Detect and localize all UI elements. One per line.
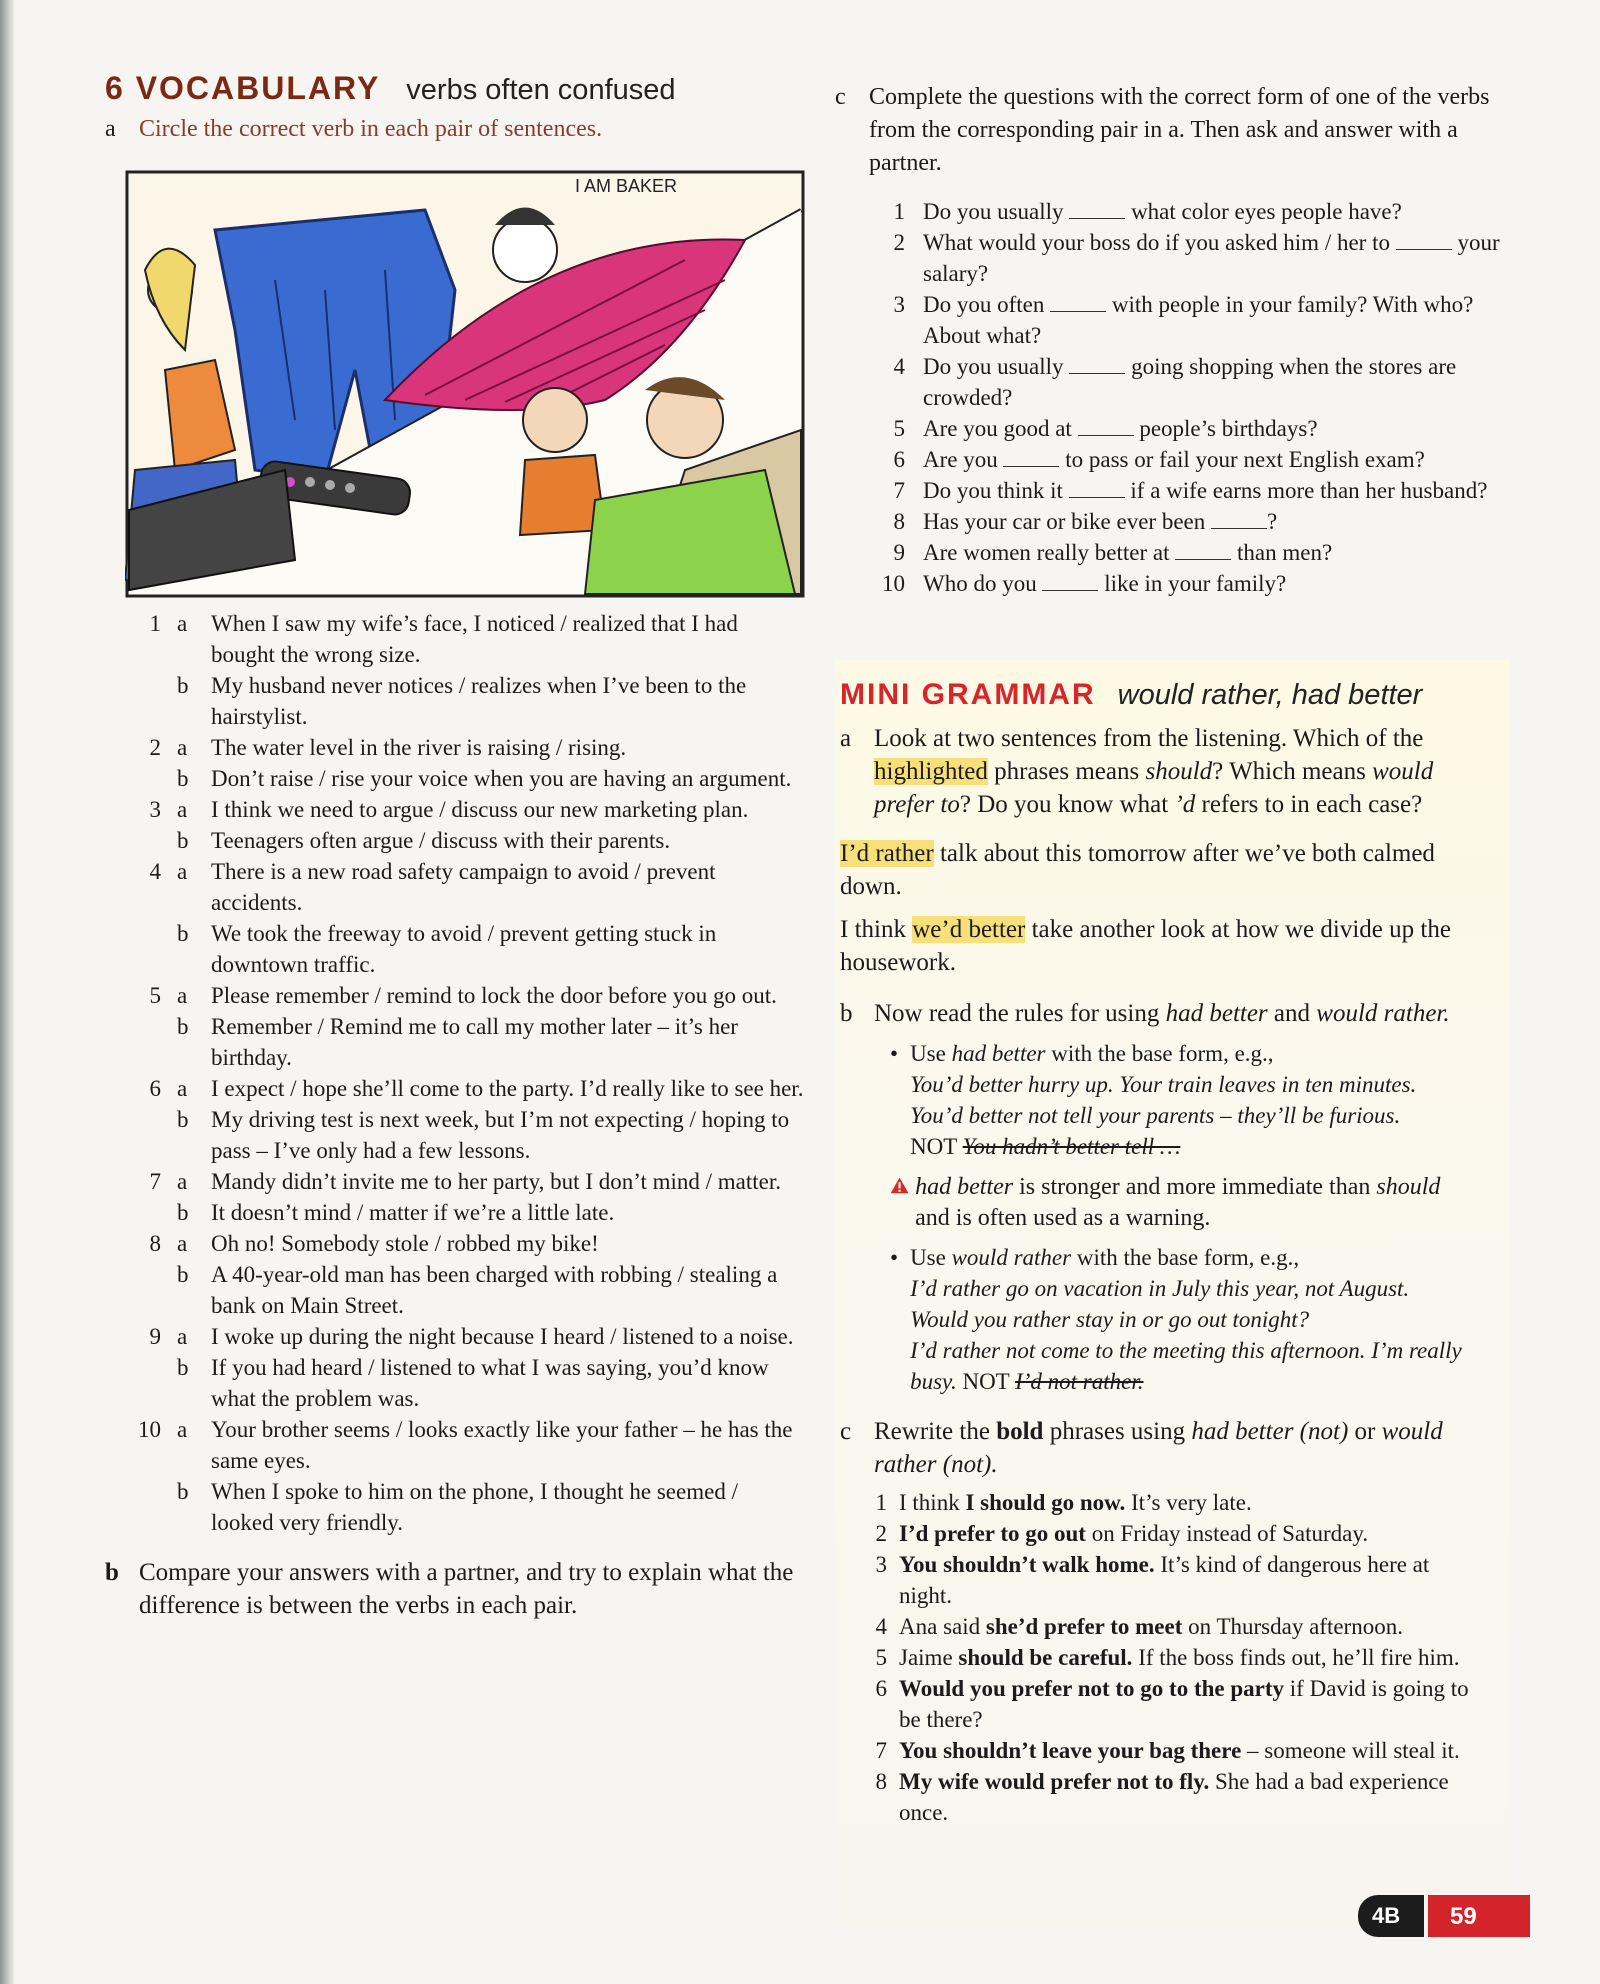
question-number: 4 [893,354,905,379]
mini-grammar-heading [840,678,1480,712]
pair-item [105,732,805,794]
answer-blank[interactable] [1211,512,1267,529]
answer-blank[interactable] [1069,357,1125,374]
highlight: highlighted [874,758,988,785]
pair-row-b: b A 40-year-old man has been charged with robbing / stealing a bank on Main Street. [105,1259,805,1321]
task-letter: b [840,1000,853,1027]
question-number: 7 [893,478,905,503]
pair-number: 7 [149,1169,161,1194]
question-text: Do you usually [923,354,1064,379]
pair-row-b: b My driving test is next week, but I’m not expecting / hoping to pass – I’ve only had a few lessons. [105,1104,805,1166]
grammar-task-c [840,1415,1480,1481]
question-text: Are women really better at [923,540,1170,565]
question-text: What would your boss do if you asked him / her to [923,230,1390,255]
pair-item [105,608,805,732]
task-letter: c [835,84,846,110]
pair-number: 1 [149,611,161,636]
pair-sentence-b: We took the freeway to avoid / prevent getting stuck in downtown traffic. [211,921,717,977]
pair-sentence-b: If you had heard / listened to what I was saying, you’d know what the problem was. [211,1355,769,1411]
mini-grammar-subtitle: would rather, had better [1117,679,1423,711]
rule-would-rather: • Use would rather with the base form, e.g., I’d rather go on vacation in July this year, not August. Would you rather stay in or go out tonight? I’d rather not come to the meeting this afternoon. I’m really busy. NOT I’d not rather. [890,1245,1462,1394]
pair-row-b: b Remember / Remind me to call my mother later – it’s her birthday. [105,1011,805,1073]
question-text: Do you usually [923,199,1064,224]
pair-row-a: 3 a I think we need to argue / discuss our new marketing plan. [105,794,805,825]
pair-sentence-a: Mandy didn’t invite me to her party, but I don’t mind / matter. [211,1169,782,1194]
question-number: 8 [893,509,905,534]
cartoon-signature: I AM BAKER [575,176,678,196]
pair-sentence-b: It doesn’t mind / matter if we’re a little late. [211,1200,615,1225]
question-number: 10 [882,571,905,596]
task-c-section [835,75,1525,599]
pair-number: 9 [149,1324,161,1349]
rewrite-item: 6 Would you prefer not to go to the party if David is going to be there? [875,1676,1469,1732]
pair-sentence-b: My husband never notices / realizes when I’ve been to the hairstylist. [211,673,747,729]
pair-sentence-b: Remember / Remind me to call my mother later – it’s her birthday. [211,1014,738,1070]
question-number: 5 [893,416,905,441]
question-number: 1 [893,199,905,224]
pair-row-a: 8 a Oh no! Somebody stole / robbed my bike! [105,1228,805,1259]
grammar-task-b [840,997,1480,1030]
pair-sentence-b: My driving test is next week, but I’m not expecting / hoping to pass – I’ve only had a few lessons. [211,1107,790,1163]
pair-row-a: 7 a Mandy didn’t invite me to her party, but I don’t mind / matter. [105,1166,805,1197]
pair-sentence-a: I expect / hope she’ll come to the party. I’d really like to see her. [211,1076,804,1101]
pair-item [105,1321,805,1414]
pair-row-b: b We took the freeway to avoid / prevent getting stuck in downtown traffic. [105,918,805,980]
task-letter: a [840,725,852,752]
question-number: 3 [893,292,905,317]
section-number: 6 VOCABULARY [105,70,381,106]
pair-row-a: 10 a Your brother seems / looks exactly like your father – he has the same eyes. [105,1414,805,1476]
page-footer [1358,1895,1530,1937]
pair-number: 10 [138,1417,161,1442]
question-number: 9 [893,540,905,565]
question-text: ? [1267,509,1278,534]
pair-item [105,1073,805,1166]
question-item [875,475,1525,506]
pair-row-a: 1 a When I saw my wife’s face, I noticed / realized that I had bought the wrong size. [105,608,805,670]
pair-row-a: 9 a I woke up during the night because I heard / listened to a noise. [105,1321,805,1352]
pair-sentence-a: There is a new road safety campaign to avoid / prevent accidents. [211,859,716,915]
task-instruction: Now read the rules for using had better and would rather. [874,1000,1450,1027]
pair-row-b: b My husband never notices / realizes when I’ve been to the hairstylist. [105,670,805,732]
task-b [105,1556,805,1622]
highlight: I’d rather [840,840,934,867]
rule-had-better: • Use had better with the base form, e.g., You’d better hurry up. Your train leaves in ten minutes. You’d better not tell your parents – they’ll be furious. NOT You hadn’t better tell … [890,1041,1417,1159]
pair-number: 4 [149,859,161,884]
rewrite-item: 2 I’d prefer to go out on Friday instead of Saturday. [875,1521,1369,1546]
question-text: to pass or fail your next English exam? [1065,447,1425,472]
pair-row-a: 5 a Please remember / remind to lock the door before you go out. [105,980,805,1011]
rewrite-item: 3 You shouldn’t walk home. It’s kind of dangerous here at night. [875,1552,1430,1608]
pair-number: 8 [149,1231,161,1256]
pair-sentence-a: I think we need to argue / discuss our new marketing plan. [211,797,749,822]
pair-row-b: b Teenagers often argue / discuss with their parents. [105,825,805,856]
answer-blank[interactable] [1069,202,1125,219]
task-c [835,81,1525,180]
question-text: Do you think it [923,478,1063,503]
question-text: than men? [1237,540,1333,565]
question-text: with people in your family? With who? About what? [923,292,1474,348]
pair-sentence-b: When I spoke to him on the phone, I thought he seemed / looked very friendly. [211,1479,738,1535]
question-item [875,537,1525,568]
pair-item [105,1228,805,1321]
task-letter: a [105,116,116,142]
pair-sentence-b: Don’t raise / rise your voice when you are having an argument. [211,766,792,791]
answer-blank[interactable] [1396,233,1452,250]
pair-sentence-a: When I saw my wife’s face, I noticed / realized that I had bought the wrong size. [211,611,738,667]
grammar-rules [890,1038,1480,1397]
highlight: we’d better [912,916,1026,943]
answer-blank[interactable] [1042,574,1098,591]
pair-sentence-b: Teenagers often argue / discuss with their parents. [211,828,671,853]
question-text: like in your family? [1104,571,1287,596]
pair-item [105,1166,805,1228]
pair-item [105,856,805,980]
question-item [875,196,1525,227]
task-instruction: Circle the correct verb in each pair of sentences. [139,116,603,142]
pair-row-b: b When I spoke to him on the phone, I thought he seemed / looked very friendly. [105,1476,805,1538]
question-text: if a wife earns more than her husband? [1130,478,1488,503]
unit-badge: 4B [1358,1895,1424,1937]
task-letter: c [840,1418,852,1445]
pair-sentence-a: Oh no! Somebody stole / robbed my bike! [211,1231,599,1256]
answer-blank[interactable] [1050,295,1106,312]
task-letter: b [105,1559,119,1586]
question-item [875,506,1525,537]
task-instruction: Rewrite the bold phrases using had better (not) or would rather (not). [874,1418,1443,1478]
pair-row-b: b Don’t raise / rise your voice when you are having an argument. [105,763,805,794]
pair-item [105,794,805,856]
question-number: 2 [893,230,905,255]
cartoon-svg [125,170,805,598]
question-text: people’s birthdays? [1139,416,1318,441]
question-list [835,196,1525,599]
rewrite-item: 5 Jaime should be careful. If the boss finds out, he’ll fire him. [875,1645,1460,1670]
example-sentence-1: I’d rather talk about this tomorrow after we’ve both calmed down. [840,840,1435,900]
book-spine [0,0,14,1984]
question-text: Has your car or bike ever been [923,509,1206,534]
mini-grammar-box [835,660,1510,1930]
mini-grammar-title: MINI GRAMMAR [840,678,1096,711]
pair-row-a: 6 a I expect / hope she’ll come to the party. I’d really like to see her. [105,1073,805,1104]
rewrite-list [865,1487,1480,1828]
pair-row-b: b If you had heard / listened to what I was saying, you’d know what the problem was. [105,1352,805,1414]
task-instruction: Compare your answers with a partner, and try to explain what the difference is between the verbs in each pair. [139,1559,794,1619]
question-item [875,351,1525,413]
answer-blank[interactable] [1078,419,1134,436]
warning-icon [890,1172,909,1198]
pair-sentence-a: Please remember / remind to lock the door before you go out. [211,983,777,1008]
cartoon-illustration [125,170,805,598]
question-text: what color eyes people have? [1131,199,1402,224]
answer-blank[interactable] [1175,543,1231,560]
question-item [875,413,1525,444]
question-text: Do you often [923,292,1045,317]
section-heading [105,70,805,107]
vocabulary-section [105,70,805,1622]
rewrite-item: 1 I think I should go now. It’s very late. [875,1490,1252,1515]
rewrite-item: 7 You shouldn’t leave your bag there – someone will steal it. [875,1738,1460,1763]
pair-number: 5 [149,983,161,1008]
pair-item [105,1414,805,1538]
question-item [875,227,1525,289]
pair-sentence-a: The water level in the river is raising / rising. [211,735,627,760]
question-text: Are you [923,447,998,472]
answer-blank[interactable] [1069,481,1125,498]
question-text: going shopping when the stores are crowded? [923,354,1457,410]
question-item [875,444,1525,475]
question-text: your salary? [923,230,1500,286]
rewrite-item: 8 My wife would prefer not to fly. She had a bad experience once. [875,1769,1449,1825]
page-number: 59 [1428,1895,1530,1937]
pair-row-b: b It doesn’t mind / matter if we’re a little late. [105,1197,805,1228]
example-sentence-2: I think we’d better take another look at how we divide up the housework. [840,916,1451,976]
task-a [105,113,805,146]
pair-row-a: 4 a There is a new road safety campaign to avoid / prevent accidents. [105,856,805,918]
pair-sentence-a: I woke up during the night because I heard / listened to a noise. [211,1324,794,1349]
pair-row-a: 2 a The water level in the river is raising / rising. [105,732,805,763]
grammar-task-a [840,722,1480,821]
task-instruction: Look at two sentences from the listening. Which of the highlighted phrases means should? Which means would prefer to? Do you know what ’d refers to in each case? [874,725,1434,818]
sentence-pairs [105,608,805,1538]
section-subtitle: verbs often confused [406,74,676,106]
question-text: Who do you [923,571,1037,596]
answer-blank[interactable] [1003,450,1059,467]
question-text: Are you good at [923,416,1072,441]
pair-number: 3 [149,797,161,822]
pair-sentence-b: A 40-year-old man has been charged with robbing / stealing a bank on Main Street. [211,1262,778,1318]
pair-number: 6 [149,1076,161,1101]
warning-note: had better is stronger and more immediate than should and is often used as a warning. [890,1172,1480,1234]
pair-sentence-a: Your brother seems / looks exactly like your father – he has the same eyes. [211,1417,793,1473]
question-item [875,568,1525,599]
rewrite-item: 4 Ana said she’d prefer to meet on Thursday afternoon. [875,1614,1403,1639]
question-item [875,289,1525,351]
question-number: 6 [893,447,905,472]
task-instruction: Complete the questions with the correct form of one of the verbs from the corresponding pair in a. Then ask and answer with a partner. [869,84,1490,176]
pair-number: 2 [149,735,161,760]
pair-item [105,980,805,1073]
